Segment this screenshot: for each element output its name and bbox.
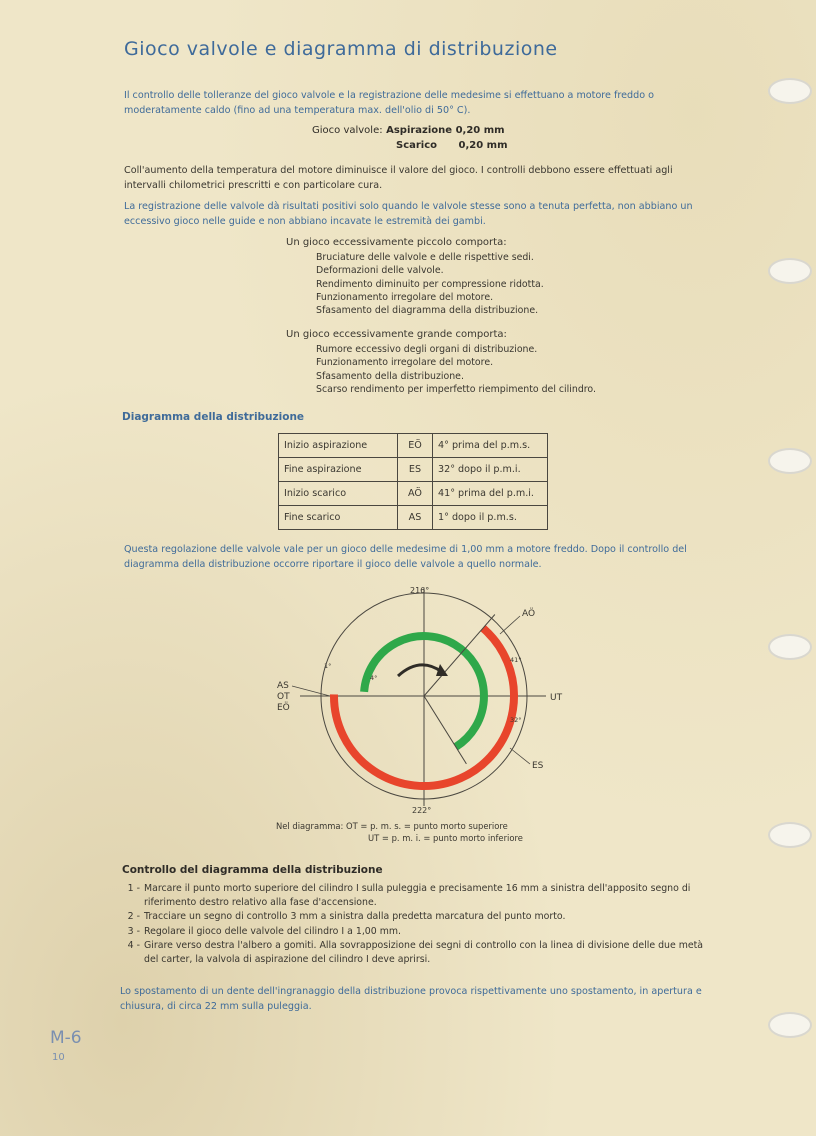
binder-hole-5 bbox=[768, 822, 812, 848]
event-cell: Inizio scarico bbox=[279, 482, 398, 506]
large-gap-item: Scarso rendimento per imperfetto riempimento del cilindro. bbox=[316, 383, 596, 395]
table-row bbox=[279, 458, 548, 482]
label-216: 216° bbox=[410, 586, 430, 595]
value-cell: 41° prima del p.m.i. bbox=[433, 482, 548, 506]
timing-table bbox=[278, 433, 548, 530]
table-row bbox=[279, 506, 548, 530]
legend-ot: OT = p. m. s. = punto morto superiore bbox=[346, 821, 508, 831]
value-cell: 4° prima del p.m.s. bbox=[433, 434, 548, 458]
small-gap-item: Funzionamento irregolare del motore. bbox=[316, 291, 494, 303]
diagram-heading: Diagramma della distribuzione bbox=[122, 411, 305, 423]
table-row bbox=[279, 482, 548, 506]
binder-hole-2 bbox=[768, 258, 812, 284]
clearance-label: Gioco valvole: bbox=[312, 125, 383, 136]
exhaust-arc bbox=[334, 628, 514, 786]
large-gap-heading: Un gioco eccessivamente grande comporta: bbox=[286, 329, 507, 340]
small-gap-section bbox=[286, 236, 544, 317]
rotation-arrow bbox=[398, 665, 442, 676]
small-gap-item: Bruciature delle valvole e delle rispettive sedi. bbox=[316, 252, 534, 264]
table-row bbox=[279, 434, 548, 458]
label-as: AS bbox=[277, 681, 289, 691]
control-steps bbox=[118, 882, 718, 967]
registration-paragraph: La registrazione delle valvole dà risultati positivi solo quando le valvole stesse sono a tenuta perfetta, non abbiano un eccessivo gioco nelle guide e non abbiano incavate le estremità dei gambi. bbox=[124, 201, 693, 227]
intake-close-line bbox=[424, 696, 466, 764]
step-item: 4 - Girare verso destra l'albero a gomiti. Alla sovrapposizione dei segni di controllo con la linea di divisione delle due metà del carter, la valvola di aspirazione del cilindro I deve aprirsi. bbox=[127, 940, 704, 965]
large-gap-section bbox=[286, 328, 596, 396]
rotation-arrow-head bbox=[436, 664, 448, 676]
legend-prefix: Nel diagramma: bbox=[276, 821, 344, 831]
binder-hole-3 bbox=[768, 448, 812, 474]
as-leader bbox=[292, 686, 330, 696]
label-32deg: 32° bbox=[510, 716, 522, 724]
adjustment-paragraph: Questa regolazione delle valvole vale per un gioco delle medesime di 1,00 mm a motore freddo. Dopo il controllo del diagramma della distribuzione occorre riportare il gioco delle valvole a quello normale. bbox=[124, 544, 687, 570]
outer-circle bbox=[321, 593, 527, 799]
code-cell: AS bbox=[398, 506, 433, 530]
clearance-line-intake bbox=[312, 125, 505, 136]
label-ot: OT bbox=[277, 692, 290, 702]
exhaust-label: Scarico bbox=[396, 140, 438, 151]
intake-value: 0,20 mm bbox=[455, 125, 505, 136]
step-item: 3 - Regolare il gioco delle valvole del cilindro I a 1,00 mm. bbox=[127, 925, 401, 937]
binder-hole-6 bbox=[768, 1012, 812, 1038]
small-gap-item: Sfasamento del diagramma della distribuzione. bbox=[316, 305, 539, 317]
step-item: 2 - Tracciare un segno di controllo 3 mm a sinistra dalla predetta marcatura del punto morto. bbox=[127, 911, 566, 922]
label-1deg: 1° bbox=[324, 662, 332, 670]
value-cell: 1° dopo il p.m.s. bbox=[433, 506, 548, 530]
page-code: M-6 bbox=[50, 1028, 82, 1048]
label-ao: AÖ bbox=[522, 609, 536, 619]
large-gap-item: Sfasamento della distribuzione. bbox=[316, 370, 464, 382]
label-es: ES bbox=[532, 761, 544, 771]
small-gap-item: Rendimento diminuito per compressione ridotta. bbox=[316, 278, 544, 290]
binder-hole-1 bbox=[768, 78, 812, 104]
event-cell: Fine scarico bbox=[279, 506, 398, 530]
temperature-paragraph: Coll'aumento della temperatura del motore diminuisce il valore del gioco. I controlli debbono essere effettuati agli intervalli chilometrici prescritti e con particolare cura. bbox=[124, 165, 673, 191]
closing-paragraph: Lo spostamento di un dente dell'ingranaggio della distribuzione provoca rispettivamente uno spostamento, in apertura e chiusura, di circa 22 mm sulla puleggia. bbox=[120, 986, 702, 1012]
label-4deg: 4° bbox=[370, 674, 378, 682]
control-heading: Controllo del diagramma della distribuzione bbox=[122, 864, 383, 876]
intake-label: Aspirazione bbox=[386, 125, 453, 136]
event-cell: Fine aspirazione bbox=[279, 458, 398, 482]
large-gap-item: Rumore eccessivo degli organi di distribuzione. bbox=[316, 344, 538, 356]
es-leader bbox=[510, 748, 530, 764]
intake-arc bbox=[364, 636, 484, 747]
clearance-line-exhaust bbox=[396, 140, 508, 151]
small-gap-heading: Un gioco eccessivamente piccolo comporta: bbox=[286, 237, 507, 248]
label-222: 222° bbox=[412, 806, 432, 815]
label-41deg: 41° bbox=[510, 656, 522, 664]
large-gap-item: Funzionamento irregolare del motore. bbox=[316, 357, 494, 369]
binder-hole-4 bbox=[768, 634, 812, 660]
intro-paragraph: Il controllo delle tolleranze del gioco valvole e la registrazione delle medesime si effettuano a motore freddo o moderatamente caldo (fino ad una temperatura max. dell'olio di 50° C). bbox=[124, 90, 654, 116]
code-cell: EÖ bbox=[398, 434, 433, 458]
page-number: 10 bbox=[52, 1052, 65, 1063]
legend-ut: UT = p. m. i. = punto morto inferiore bbox=[368, 833, 523, 843]
diagram-legend bbox=[276, 820, 523, 844]
label-eo: EÖ bbox=[277, 703, 290, 713]
step-item: 1 - Marcare il punto morto superiore del cilindro I sulla puleggia e precisamente 16 mm a sinistra dell'apposito segno di riferimento destro relativo alla fase d'accensione. bbox=[127, 883, 691, 908]
small-gap-item: Deformazioni delle valvole. bbox=[316, 265, 444, 277]
label-ut: UT bbox=[550, 693, 563, 703]
exhaust-value: 0,20 mm bbox=[458, 140, 508, 151]
page-title: Gioco valvole e diagramma di distribuzione bbox=[124, 38, 558, 60]
code-cell: ES bbox=[398, 458, 433, 482]
exhaust-open-line bbox=[424, 614, 495, 696]
event-cell: Inizio aspirazione bbox=[279, 434, 398, 458]
value-cell: 32° dopo il p.m.i. bbox=[433, 458, 548, 482]
ao-leader bbox=[500, 616, 520, 634]
code-cell: AÖ bbox=[398, 482, 433, 506]
